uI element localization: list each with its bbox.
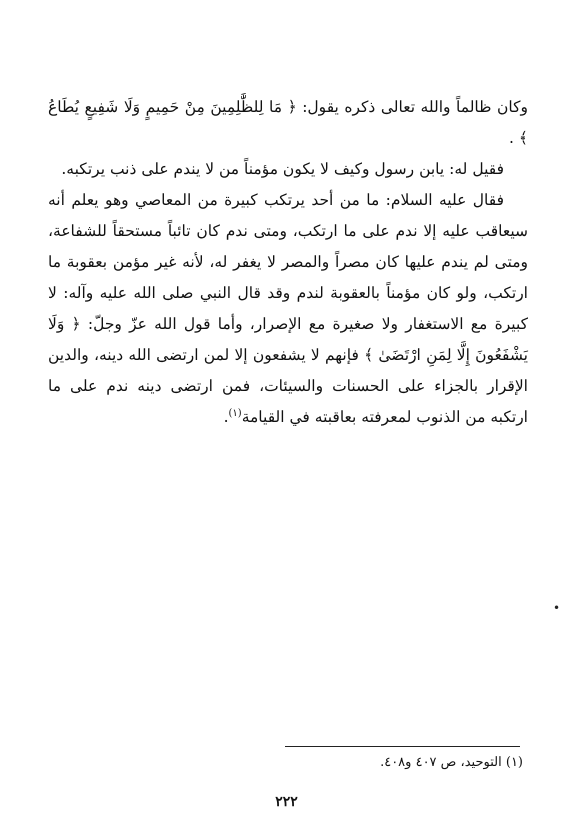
footnote: (١) التوحيد، ص ٤٠٧ و٤٠٨. xyxy=(380,755,523,770)
paragraph-3 xyxy=(48,185,528,433)
quran-verse-1: ﴿ مَا لِلظَّٰلِمِينَ مِنْ حَمِيمٍ وَلَا شَفِيعٍ يُطَاعُ ﴾ xyxy=(48,98,528,147)
footnote-marker: (١) xyxy=(228,407,242,419)
paragraph-1-text: وكان ظالماً والله تعالى ذكره يقول: xyxy=(296,98,528,116)
paragraph-2: فقيل له: يابن رسول وكيف لا يكون مؤمناً من لا يندم على ذنب يرتكبه. xyxy=(61,160,504,178)
honorific-alayhi-salam: عليه السلام xyxy=(390,191,467,209)
paragraph-3-text-d: فإنهم لا يشفعون إلا لمن ارتضى الله دينه، والدين الإقرار بالجزاء على الحسنات والسيئات، فمن ارتضى دينه ندم على ما ارتكبه من الذنوب لمعرفته بعاقبته في القيامة xyxy=(48,346,528,426)
paragraph-3-end: . xyxy=(223,408,229,426)
paragraph-1 xyxy=(48,92,528,154)
paragraph-3-text-a: فقال xyxy=(466,191,505,209)
paragraph-1-end: . xyxy=(509,129,519,147)
quran-verse-2: ﴿ وَلَا يَشْفَعُونَ إِلَّا لِمَنِ ارْتَضَىٰ ﴾ xyxy=(48,315,528,364)
honorific-salawat: صلى الله عليه وآله xyxy=(68,284,194,302)
footnote-separator xyxy=(285,746,520,747)
margin-dot: • xyxy=(553,601,561,615)
paragraph-3-text-b: : ما من أحد يرتكب كبيرة من المعاصي وهو يعلم أنه سيعاقب عليه إلا ندم على ما ارتكب، ومتى ندم كان تائباً مستحقاً للشفاعة، ومتى لم يندم عليها كان مصراً والمصر لا يغفر له، لأنه غير مؤمن بعقوبة ما ارتكب، ولو كان مؤمناً بالعقوبة لندم وقد قال النبي xyxy=(48,191,528,302)
paragraph-3-text-c: : لا كبيرة مع الاستغفار ولا صغيرة مع الإصرار، وأما قول الله عزّ وجلّ: xyxy=(48,284,528,333)
main-text xyxy=(48,92,528,433)
page-number: ٢٢٢ xyxy=(275,794,298,810)
